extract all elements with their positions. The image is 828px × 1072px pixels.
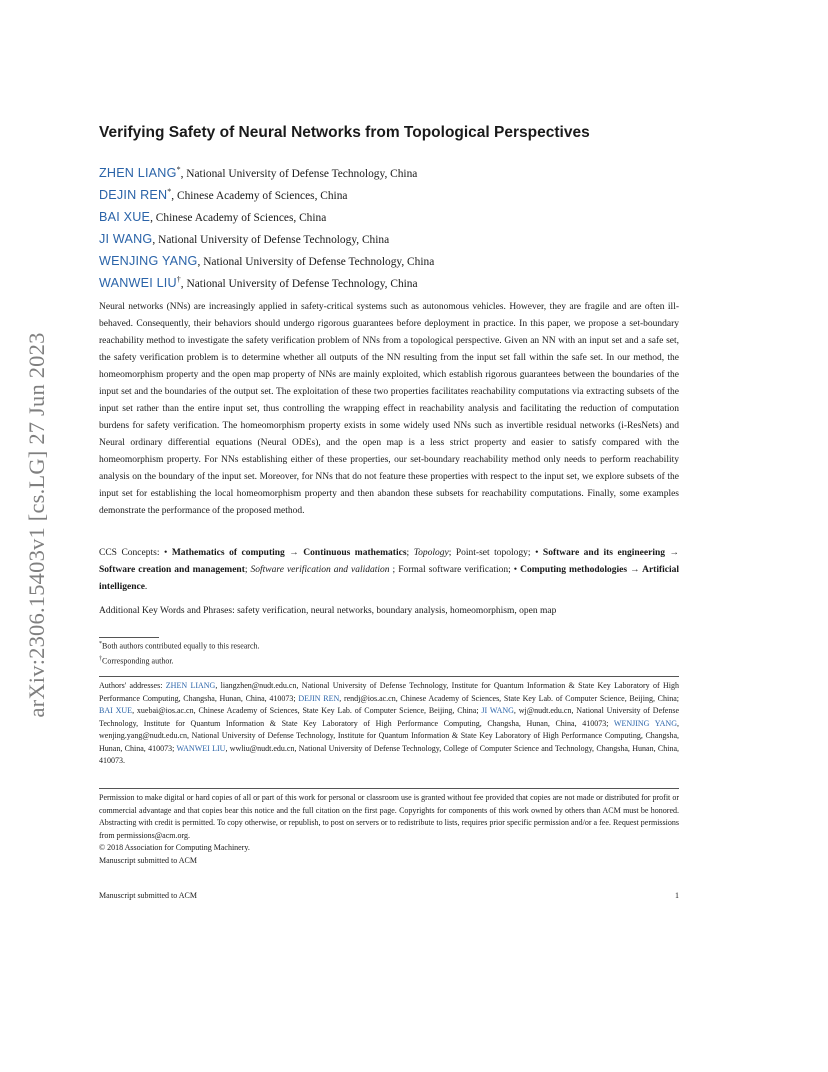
author-name[interactable]: DEJIN REN <box>99 187 168 202</box>
ccs-concept: Mathematics of computing → Continuous mathematics <box>171 548 407 558</box>
footnotes <box>99 638 679 668</box>
address-text: , xuebai@ios.ac.cn, Chinese Academy of Sciences, State Key Lab. of Computer Science, Beijing, China; <box>132 706 482 715</box>
address-author-link[interactable]: WENJING YANG <box>613 718 677 728</box>
footnote-mark: * <box>99 641 102 647</box>
author-name[interactable]: BAI XUE <box>99 209 151 224</box>
address-author-link[interactable]: ZHEN LIANG <box>165 681 216 690</box>
address-text: , liangzhen@nudt.edu.cn, National University of Defense Technology, Institute for Quantum Information & State Key Laboratory of High Performance Computing, Changsha, Hunan, China, 410073; <box>99 681 680 703</box>
arxiv-stamp-text: arXiv:2306.15403v1 [cs.LG] 27 Jun 2023 <box>24 332 49 718</box>
permission-rule <box>99 788 679 789</box>
footnote-text: Both authors contributed equally to this research. <box>102 641 260 651</box>
author-entry <box>99 247 679 269</box>
ccs-separator: ; <box>406 548 414 558</box>
manuscript-line: Manuscript submitted to ACM <box>99 855 197 865</box>
paper-title: Verifying Safety of Neural Networks from Topological Perspectives <box>99 124 590 141</box>
author-mark: * <box>176 165 181 174</box>
footnote-corresponding <box>99 653 679 668</box>
arxiv-stamp <box>22 290 52 760</box>
author-entry <box>99 159 679 181</box>
footnote-equal <box>99 638 679 653</box>
author-affiliation: , National University of Defense Technology, China <box>197 255 435 268</box>
author-name[interactable]: WANWEI LIU <box>99 275 177 290</box>
abstract: Neural networks (NNs) are increasingly applied in safety-critical systems such as autonomous vehicles. However, they are fragile and are often ill-behaved. Consequently, their behaviors should undergo rigorous guarantees before deployment in practice. In this paper, we propose a set-boundary reachability method to investigate the safety verification problem of NNs from a topological perspective. Given an NN with an input set and a safe set, the safety verification problem is to determine whether all outputs of the NN resulting from the input set fall within the safe set. In our method, the homeomorphism property and the open map property of NNs are mainly exploited, which establish rigorous guarantees between the boundaries of the input set and the boundaries of the output set. The exploitation of these two properties facilitates reachability computations via extracting subsets of the input set rather than the entire input set, thus controlling the wrapping effect in reachability analysis and facilitating the reduction of computation burdens for safety verification. The homeomorphism property exists in some widely used NNs such as invertible residual networks (i-ResNets) and Neural ordinary differential equations (Neural ODEs), and the open map is a less strict property and easier to satisfy compared with the homeomorphism property. For NNs establishing either of these properties, our set-boundary reachability method only needs to perform reachability analysis on the boundary of the input set. Moreover, for NNs that do not feature these properties with respect to the input set, we explore subsets of the input set for establishing the local homeomorphism property and then abandon these subsets for reachability computations. Finally, some examples demonstrate the performance of the proposed method. <box>99 302 679 516</box>
author-mark: † <box>176 275 181 284</box>
page-footer <box>99 891 679 900</box>
ccs-separator: . <box>144 582 148 592</box>
ccs-concept: Computing methodologies → Artificial intelligence <box>99 565 680 592</box>
address-author-link[interactable]: WANWEI LIU <box>176 743 226 753</box>
author-entry <box>99 181 679 203</box>
address-author-link[interactable]: BAI XUE <box>99 706 133 715</box>
addresses-rule <box>99 676 679 677</box>
page-number: 1 <box>675 891 679 900</box>
author-name[interactable]: WENJING YANG <box>99 253 198 268</box>
address-text: , wwliu@nudt.edu.cn, National University of Defense Technology, College of Computer Science and Technology, Changsha, Hunan, China, 410073. <box>99 743 679 765</box>
ccs-concept: Software and its engineering → Software creation and management <box>99 548 680 575</box>
author-affiliation: , National University of Defense Technology, China <box>180 167 418 180</box>
copyright-line: © 2018 Association for Computing Machinery. <box>99 843 250 852</box>
author-affiliation: , National University of Defense Technology, China <box>152 233 390 246</box>
permission-notice <box>99 792 679 867</box>
address-text: , rendj@ios.ac.cn, Chinese Academy of Sciences, State Key Lab. of Computer Science, Beijing, China; <box>339 693 679 703</box>
ccs-separator: ; Point-set topology; • <box>448 548 543 558</box>
address-author-link[interactable]: JI WANG <box>481 706 514 715</box>
author-mark: * <box>167 187 172 196</box>
address-text: , wenjing.yang@nudt.edu.cn, National University of Defense Technology, Institute for Quantum Information & State Key Laboratory of High Performance Computing, Changsha, Hunan, China, 410073; <box>99 718 679 753</box>
author-affiliation: , National University of Defense Technology, China <box>180 277 418 290</box>
author-name[interactable]: JI WANG <box>99 231 153 246</box>
ccs-concept: Topology <box>413 548 449 558</box>
footnote-mark: † <box>99 656 102 663</box>
address-author-link[interactable]: DEJIN REN <box>298 693 340 703</box>
author-affiliation: , Chinese Academy of Sciences, China <box>150 211 327 224</box>
permission-text: Permission to make digital or hard copies of all or part of this work for personal or classroom use is granted without fee provided that copies are not made or distributed for profit or commercial advantage and that copies bear this notice and the full citation on the first page. Copyrights for components of this work owned by others than ACM must be honored. Abstracting with credit is permitted. To copy otherwise, or republish, to post on servers or to redistribute to lists, requires prior specific permission and/or a fee. Request permissions from permissions@acm.org. <box>99 793 679 840</box>
author-entry <box>99 225 679 247</box>
ccs-separator: ; Formal software verification; • <box>389 565 521 575</box>
author-name[interactable]: ZHEN LIANG <box>99 165 177 180</box>
author-entry <box>99 203 679 225</box>
addresses-prefix: Authors' addresses: <box>99 681 166 690</box>
author-entry <box>99 269 679 291</box>
footnote-text: Corresponding author. <box>102 656 174 666</box>
ccs-concept: Software verification and validation <box>250 565 390 575</box>
ccs-prefix: CCS Concepts: • <box>99 548 172 558</box>
ccs-separator: ; <box>244 565 251 575</box>
author-addresses <box>99 680 679 768</box>
author-list <box>99 159 679 291</box>
address-text: , wj@nudt.edu.cn, National University of Defense Technology, Institute for Quantum Information & State Key Laboratory of High Performance Computing, Changsha, Hunan, China, 410073; <box>99 706 680 728</box>
author-affiliation: , Chinese Academy of Sciences, China <box>171 189 348 202</box>
keywords: Additional Key Words and Phrases: safety verification, neural networks, boundary analysis, homeomorphism, open map <box>99 606 557 616</box>
footer-text: Manuscript submitted to ACM <box>99 891 197 900</box>
ccs-concepts <box>99 545 679 596</box>
